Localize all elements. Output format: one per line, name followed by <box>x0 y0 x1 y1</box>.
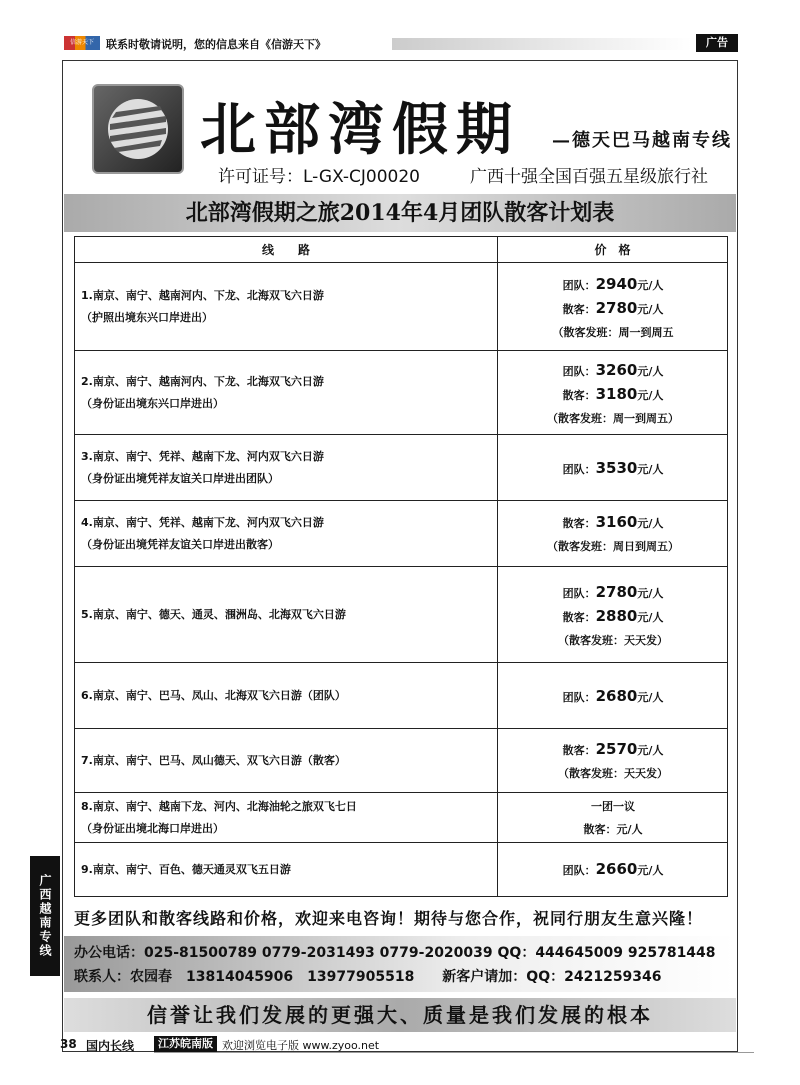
route-border-note: （身份证出境凭祥友谊关口岸进出散客） <box>81 538 279 551</box>
price-unit: 元/人 <box>637 690 664 704</box>
route-cell <box>81 285 491 329</box>
price-num: 3160 <box>595 513 638 531</box>
price-line <box>499 605 727 629</box>
route-name: 8.南京、南宁、越南下龙、河内、北海油轮之旅双飞七日 <box>81 800 357 813</box>
contact-person: 联系人：农园春 13814045906 13977905518 新客户请加：QQ：2421259346 <box>74 969 662 985</box>
price-label: 团队： <box>562 864 596 877</box>
quality-slogan-band <box>64 998 736 1032</box>
table-row <box>75 351 727 435</box>
price-label: 散客： <box>562 302 596 316</box>
price-label: 团队： <box>562 364 596 378</box>
price-cell <box>499 273 727 344</box>
price-cell <box>499 581 727 652</box>
price-num: 3180 <box>595 384 638 403</box>
source-note: 联系时敬请说明，您的信息来自《信游天下》 <box>106 38 326 51</box>
table-row <box>75 729 727 793</box>
route-cell <box>81 371 491 415</box>
route-cell <box>81 750 491 772</box>
price-text1: 一团一议 <box>591 800 635 813</box>
price-cell <box>499 685 727 709</box>
price-num: 2880 <box>595 606 638 625</box>
price-num: 2780 <box>595 298 638 317</box>
schedule-title: 北部湾假期之旅2014年4月团队散客计划表 <box>185 200 615 226</box>
price-note: （散客发班：周一到周五 <box>552 325 674 339</box>
price-note: （散客发班：周日到周五） <box>547 540 679 553</box>
price-line <box>499 858 727 882</box>
price-cell <box>499 511 727 558</box>
route-name: 9.南京、南宁、百色、德天通灵双飞五日游 <box>81 862 291 876</box>
table-row <box>75 567 727 663</box>
price-label: 散客： <box>562 610 596 624</box>
side-tag: 广西越南专线 <box>30 856 60 976</box>
price-cell <box>499 795 727 841</box>
office-phones: 办公电话：025-81500789 0779-2031493 0779-2020039 QQ：444645009 925781448 <box>74 945 716 961</box>
price-unit: 元/人 <box>637 302 664 316</box>
quality-slogan: 信誉让我们发展的更强大、质量是我们发展的根本 <box>147 1003 653 1027</box>
route-name: 1.南京、南宁、越南河内、下龙、北海双飞六日游 <box>81 289 324 302</box>
decor-gradient <box>392 38 692 50</box>
route-name: 6.南京、南宁、巴马、凤山、北海双飞六日游（团队） <box>81 689 346 702</box>
route-name: 4.南京、南宁、凭祥、越南下龙、河内双飞六日游 <box>81 516 324 529</box>
price-num: 2780 <box>595 582 638 601</box>
price-unit: 元/人 <box>637 864 664 877</box>
price-note: （散客发班：天天发） <box>558 633 668 647</box>
table-row <box>75 663 727 729</box>
price-label: 团队： <box>562 690 596 704</box>
magazine-logo: 信游天下 <box>64 36 100 50</box>
price-label: 散客： <box>562 388 596 402</box>
price-num: 2660 <box>595 860 638 878</box>
price-line <box>499 457 727 481</box>
price-table <box>74 236 728 897</box>
invite-slogan: 更多团队和散客线路和价格，欢迎来电咨询！期待与您合作，祝同行朋友生意兴隆！ <box>74 909 704 928</box>
schedule-title-band <box>64 194 736 232</box>
top-strip <box>62 34 738 54</box>
price-line <box>499 359 727 383</box>
license-number: 许可证号：L-GX-CJ00020 <box>218 167 420 187</box>
price-line <box>499 297 727 321</box>
price-line <box>499 685 727 709</box>
price-line <box>499 581 727 605</box>
price-unit: 元/人 <box>637 586 664 600</box>
route-cell <box>81 859 491 881</box>
route-cell <box>81 512 491 556</box>
route-name: 3.南京、南宁、凭祥、越南下龙、河内双飞六日游 <box>81 450 324 463</box>
price-num: 3530 <box>595 458 638 477</box>
price-note: （散客发班：天天发） <box>558 767 668 780</box>
table-row <box>75 501 727 567</box>
website-link[interactable]: 欢迎浏览电子版 www.zyoo.net <box>222 1039 380 1052</box>
route-border-note: （身份证出境东兴口岸进出） <box>81 397 224 410</box>
globe-icon <box>94 86 182 172</box>
price-unit: 元/人 <box>637 462 664 476</box>
price-label: 散客： <box>562 517 596 530</box>
price-line <box>499 273 727 297</box>
table-row <box>75 263 727 351</box>
price-unit: 元/人 <box>637 610 664 624</box>
price-note: （散客发班：周一到周五） <box>547 411 679 425</box>
price-text2: 散客：元/人 <box>583 823 643 836</box>
brand-subtitle: —德天巴马越南专线 <box>552 130 732 151</box>
route-border-note: （护照出境东兴口岸进出） <box>81 311 213 324</box>
company-logo <box>92 84 184 174</box>
page-number: 38 <box>60 1037 77 1051</box>
company-rank: 广西十强全国百强五星级旅行社 <box>470 167 708 187</box>
price-label: 团队： <box>562 278 596 292</box>
price-unit: 元/人 <box>637 517 664 530</box>
col-price-header: 价 格 <box>498 237 727 263</box>
table-row <box>75 435 727 501</box>
route-name: 2.南京、南宁、越南河内、下龙、北海双飞六日游 <box>81 375 324 388</box>
price-cell <box>499 858 727 882</box>
route-name: 7.南京、南宁、巴马、凤山德天、双飞六日游（散客） <box>81 754 346 767</box>
brand-name: 北部湾假期 <box>200 97 520 163</box>
price-unit: 元/人 <box>637 388 664 402</box>
price-label: 团队： <box>562 586 596 600</box>
price-label: 团队： <box>562 462 596 476</box>
ad-tag: 广告 <box>696 34 738 52</box>
price-cell <box>499 457 727 481</box>
price-num: 2680 <box>595 686 638 705</box>
price-num: 2940 <box>595 274 638 293</box>
route-cell <box>81 604 491 626</box>
route-cell <box>81 796 491 840</box>
price-unit: 元/人 <box>637 364 664 378</box>
bottom-divider <box>154 1052 754 1053</box>
route-cell <box>81 685 491 707</box>
edition-tag: 江苏皖南版 <box>154 1036 217 1052</box>
price-unit: 元/人 <box>637 278 664 292</box>
route-border-note: （身份证出境北海口岸进出） <box>81 822 224 835</box>
price-cell <box>499 738 727 785</box>
price-num: 3260 <box>595 360 638 379</box>
route-cell <box>81 446 491 490</box>
price-num: 2570 <box>595 740 638 758</box>
route-border-note: （身份证出境凭祥友谊关口岸进出团队） <box>81 472 279 485</box>
route-name: 5.南京、南宁、德天、通灵、涠洲岛、北海双飞六日游 <box>81 608 346 621</box>
price-unit: 元/人 <box>637 744 664 757</box>
section-name: 国内长线 <box>86 1039 135 1053</box>
table-row <box>75 793 727 843</box>
price-line <box>499 511 727 535</box>
price-cell <box>499 359 727 430</box>
price-line <box>499 738 727 762</box>
price-line <box>499 383 727 407</box>
price-label: 散客： <box>562 744 596 757</box>
col-route-header: 线 路 <box>75 237 497 263</box>
table-row <box>75 843 727 896</box>
